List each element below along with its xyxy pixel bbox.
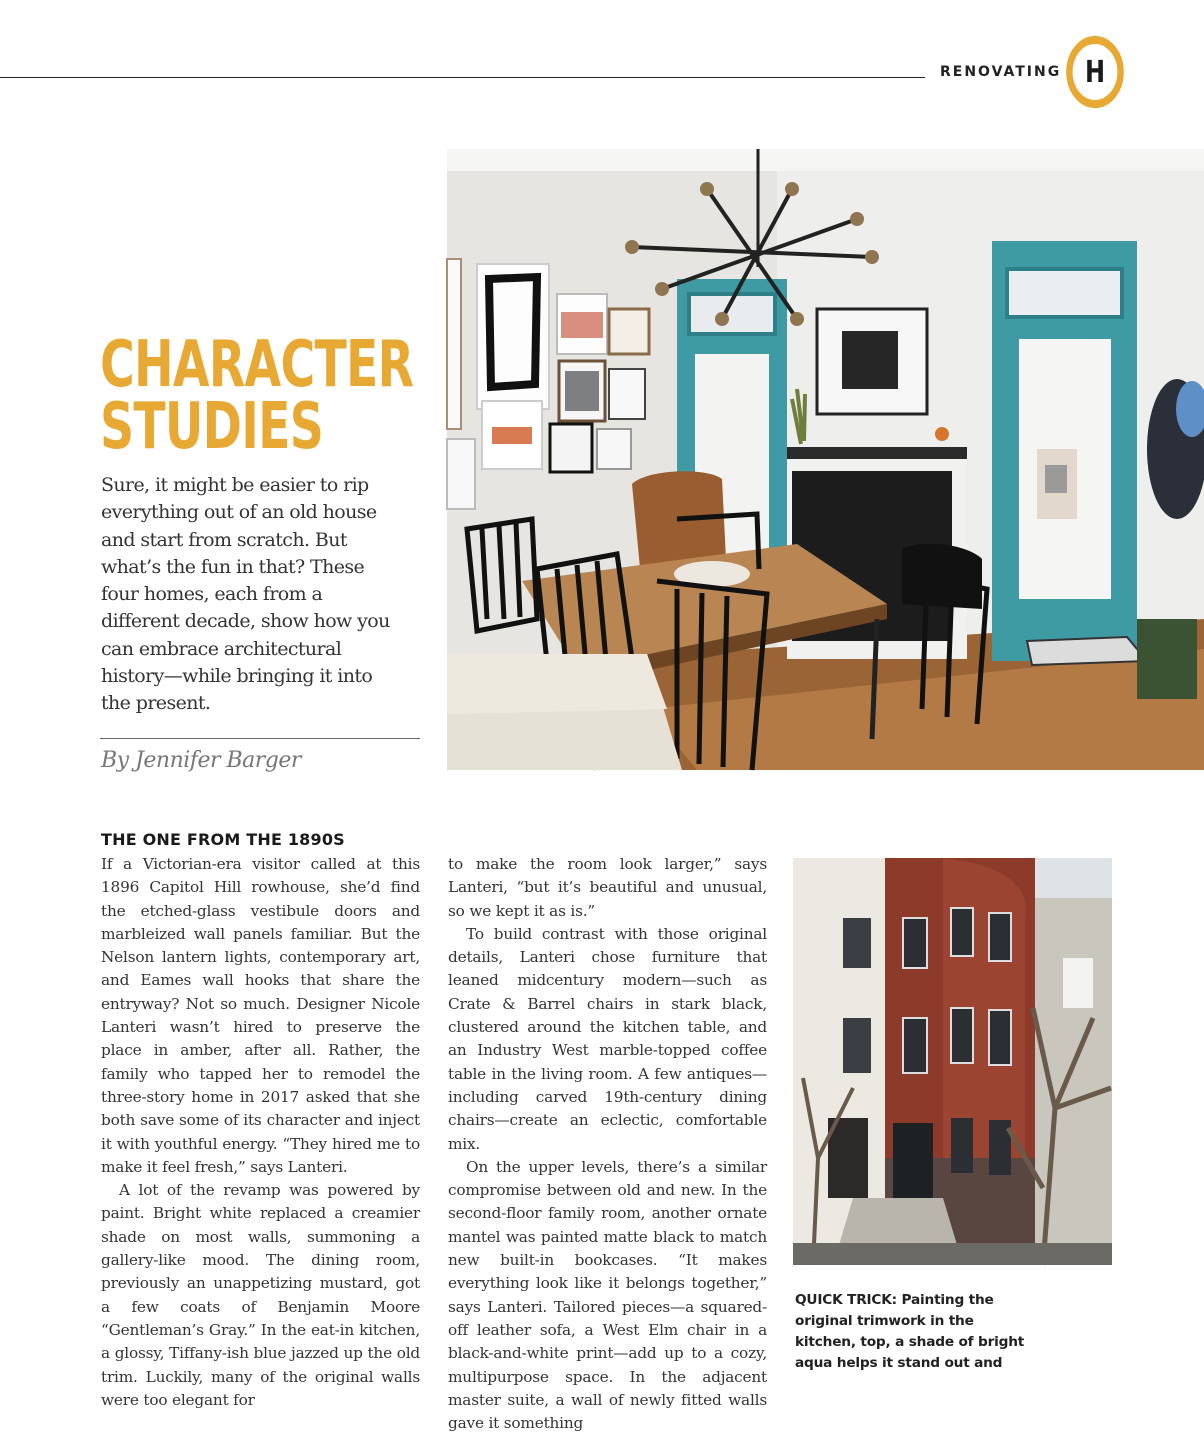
body-paragraph: If a Victorian-era visitor called at this 1896 Capitol Hill rowhouse, she’d find the etched-glass vestibule doors and marbleized wall panels familiar. But the Nelson lantern lights, contemporary art, and Eames wall hooks that share the entryway? Not so much. Designer Nicole Lanteri wasn’t hired to preserve the place in amber, after all. Rather, the family who tapped her to remodel the three-story home in 2017 asked that she both save some of its character and inject it with youthful energy. “They hired me to make it feel fresh,” says Lanteri. [101,855,420,1176]
photo-caption [795,1290,1025,1374]
logo-letter: H [1084,54,1106,90]
byline-rule [100,738,420,739]
rowhouse-exterior-photo [793,858,1112,1265]
article-dek: Sure, it might be easier to rip everything out of an old house and start from scratch. But what’s the fun in that? These four homes, each from a different decade, show how you can embrace architectural history—while bringing it into the present. [101,474,390,715]
body-column-1 [101,853,420,1409]
byline: By Jennifer Barger [101,748,301,773]
article-headline [100,328,414,464]
body-paragraph: To build contrast with those original details, Lanteri chose furniture that leaned midcentury modern—such as Crate & Barrel chairs in stark black, clustered around the kitchen table, and an Industry West marble-topped coffee table in the living room. A few antiques—including carved 19th-century dining chairs—create an eclectic, comfortable mix. [448,924,767,1153]
body-column-2 [448,853,767,1433]
section-label: RENOVATING [940,64,1062,80]
caption-lead: QUICK TRICK: [795,1292,897,1308]
body-paragraph: A lot of the revamp was powered by paint. Bright white replaced a creamier shade on most walls, summoning a gallery-like mood. The dining room, previously an unappetizing mustard, got a few coats of Benjamin Moore “Gentleman’s Gray.” In the eat-in kitchen, a glossy, Tiffany-ish blue jazzed up the old trim. Luckily, many of the original walls were too elegant for [101,1181,420,1409]
headline-line-2: STUDIES [100,390,324,464]
caption-text: Painting the original trimwork in the kitchen, top, a shade of bright aqua helps it stand out and [795,1292,1025,1371]
body-paragraph: to make the room look larger,” says Lanteri, “but it’s beautiful and unusual, so we kept it as is.” [448,855,767,920]
section-subhead: THE ONE FROM THE 1890S [101,830,345,849]
dining-room-photo [447,149,1204,770]
headline-line-1: CHARACTER [100,328,414,402]
body-paragraph: On the upper levels, there’s a similar compromise between old and new. In the second-floor family room, another ornate mantel was painted matte black to match new built-in bookcases. “It makes everything look like it belongs together,” says Lanteri. Tailored pieces—a squared-off leather sofa, a West Elm chair in a black-and-white print—add up to a cozy, multipurpose space. In the adjacent master suite, a wall of newly fitted walls gave it something [448,1157,767,1433]
h-logo-icon [1066,36,1124,108]
header-rule [0,77,925,78]
